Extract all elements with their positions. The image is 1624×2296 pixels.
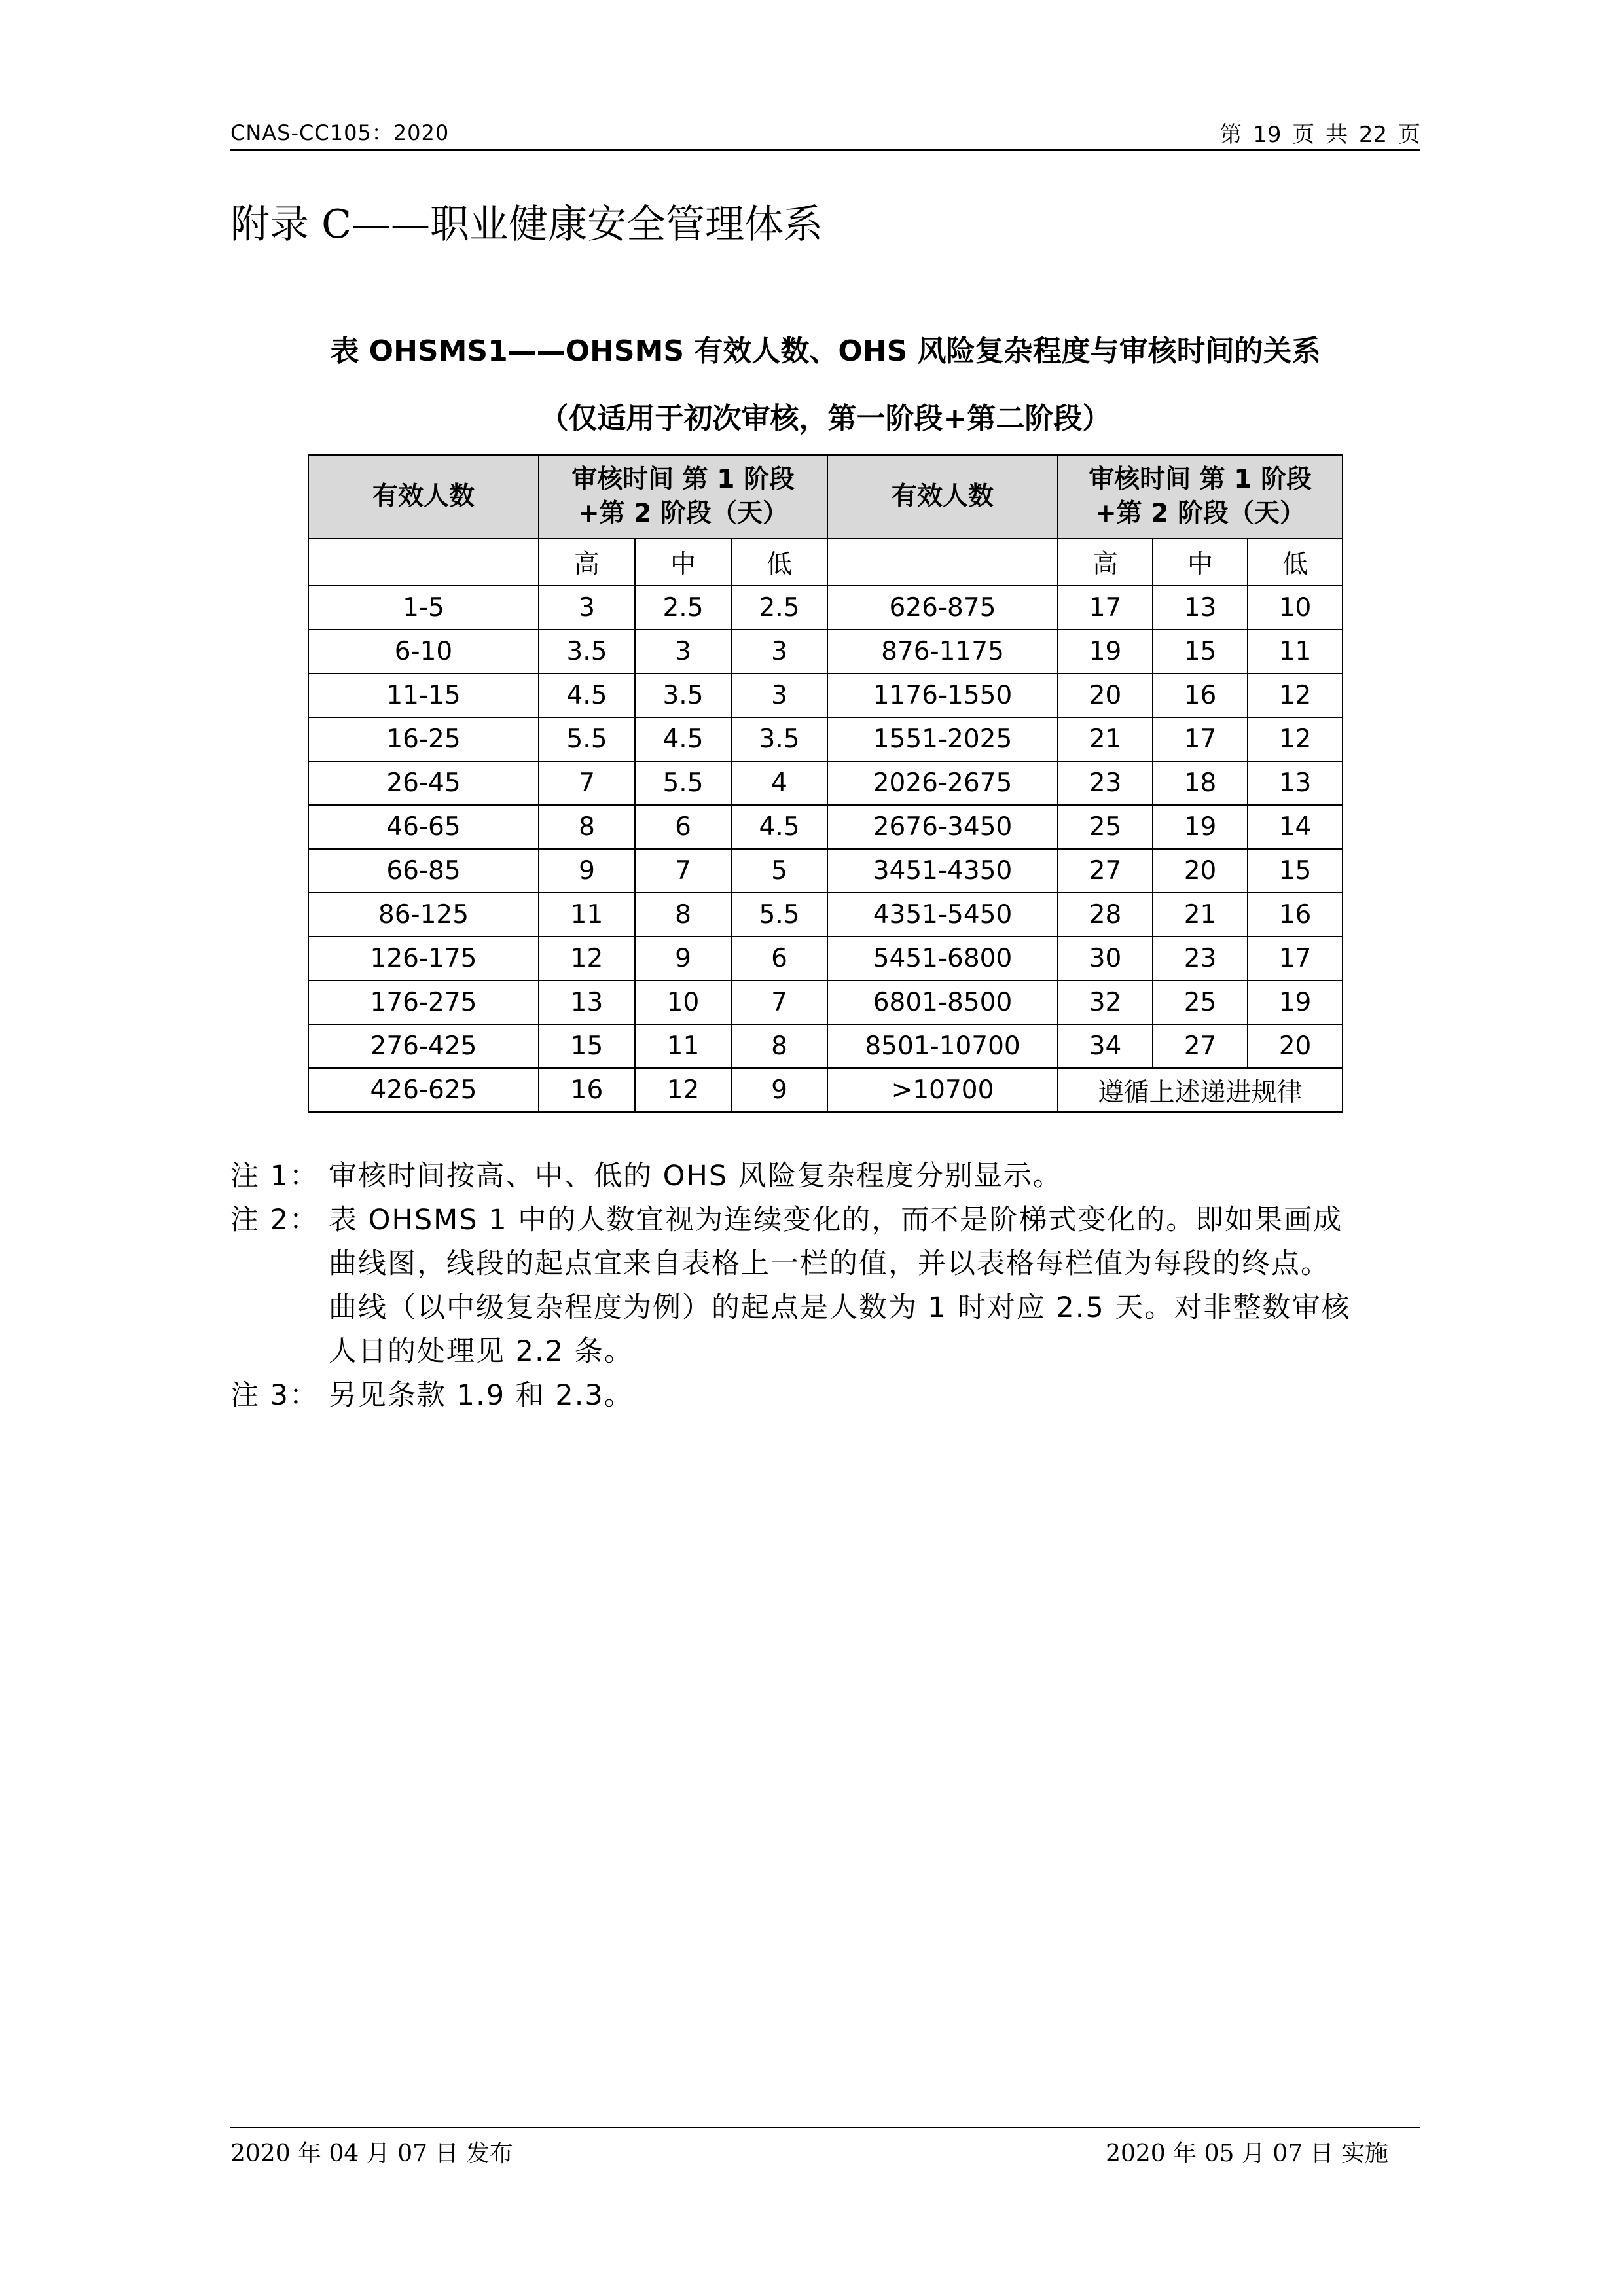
- level-high-2: 高: [1058, 539, 1153, 586]
- mid-cell: 2.5: [635, 586, 731, 630]
- header-audit-time-line2: +第 2 阶段（天）: [578, 499, 788, 528]
- people-cell-2: 2676-3450: [827, 805, 1058, 849]
- high-cell-2: 17: [1058, 586, 1153, 630]
- note-text: [329, 1155, 1420, 1198]
- note-line: 表 OHSMS 1 中的人数宜视为连续变化的，而不是阶梯式变化的。即如果画成: [329, 1204, 1343, 1236]
- high-cell-2: 19: [1058, 630, 1153, 673]
- note-line: 另见条款 1.9 和 2.3。: [329, 1379, 634, 1412]
- people-cell: 86-125: [308, 893, 539, 937]
- people-cell: 1-5: [308, 586, 539, 630]
- blank-cell: [308, 539, 539, 586]
- mid-cell-2: 21: [1153, 893, 1248, 937]
- low-cell: 5.5: [731, 893, 827, 937]
- high-cell: 15: [539, 1024, 635, 1068]
- table-row: [308, 805, 1343, 849]
- level-low: 低: [731, 539, 827, 586]
- high-cell-2: 27: [1058, 849, 1153, 893]
- people-cell: 126-175: [308, 937, 539, 980]
- table-row: [308, 673, 1343, 717]
- people-cell-2: 1176-1550: [827, 673, 1058, 717]
- low-cell: 5: [731, 849, 827, 893]
- people-cell-2: 5451-6800: [827, 937, 1058, 980]
- people-cell-2: 4351-5450: [827, 893, 1058, 937]
- low-cell-2: 12: [1248, 717, 1343, 761]
- people-cell: 66-85: [308, 849, 539, 893]
- people-cell-2: 8501-10700: [827, 1024, 1058, 1068]
- mid-cell: 9: [635, 937, 731, 980]
- table-subtitle: （仅适用于初次审核，第一阶段+第二阶段）: [539, 402, 1111, 435]
- mid-cell: 4.5: [635, 717, 731, 761]
- doc-code: CNAS-CC105：2020: [230, 120, 450, 145]
- people-cell-2: 876-1175: [827, 630, 1058, 673]
- people-cell-2: 3451-4350: [827, 849, 1058, 893]
- table-row: [308, 1068, 1343, 1112]
- table-row: [308, 849, 1343, 893]
- table-row: [308, 586, 1343, 630]
- high-cell-2: 30: [1058, 937, 1153, 980]
- high-cell-2: 28: [1058, 893, 1153, 937]
- mid-cell: 12: [635, 1068, 731, 1112]
- high-cell: 3.5: [539, 630, 635, 673]
- high-cell-2: 20: [1058, 673, 1153, 717]
- header-audit-time-line1: 审核时间 第 1 阶段: [571, 465, 795, 494]
- table-row: [308, 761, 1343, 805]
- note-item: [230, 1155, 1420, 1198]
- table-row: [308, 893, 1343, 937]
- high-cell-2: 25: [1058, 805, 1153, 849]
- table-row: [308, 937, 1343, 980]
- issue-date: 2020 年 04 月 07 日 发布: [230, 2140, 513, 2167]
- mid-cell-2: 23: [1153, 937, 1248, 980]
- table-row: [308, 980, 1343, 1024]
- high-cell: 13: [539, 980, 635, 1024]
- note-label: 注 2：: [230, 1204, 319, 1236]
- header-people-2: 有效人数: [827, 455, 1058, 539]
- people-cell-2: >10700: [827, 1068, 1058, 1112]
- low-cell-2: 16: [1248, 893, 1343, 937]
- mid-cell-2: 17: [1153, 717, 1248, 761]
- mid-cell: 10: [635, 980, 731, 1024]
- level-low-2: 低: [1248, 539, 1343, 586]
- low-cell-2: 20: [1248, 1024, 1343, 1068]
- high-cell: 9: [539, 849, 635, 893]
- table-row: [308, 630, 1343, 673]
- high-cell: 3: [539, 586, 635, 630]
- people-cell: 276-425: [308, 1024, 539, 1068]
- low-cell: 6: [731, 937, 827, 980]
- low-cell: 3: [731, 630, 827, 673]
- low-cell: 8: [731, 1024, 827, 1068]
- high-cell-2: 34: [1058, 1024, 1153, 1068]
- high-cell: 8: [539, 805, 635, 849]
- people-cell: 6-10: [308, 630, 539, 673]
- people-cell: 26-45: [308, 761, 539, 805]
- people-cell-2: 6801-8500: [827, 980, 1058, 1024]
- level-high: 高: [539, 539, 635, 586]
- note-label: 注 3：: [230, 1379, 319, 1412]
- low-cell: 2.5: [731, 586, 827, 630]
- low-cell-2: 10: [1248, 586, 1343, 630]
- low-cell: 3.5: [731, 717, 827, 761]
- low-cell-2: 17: [1248, 937, 1343, 980]
- people-cell: 426-625: [308, 1068, 539, 1112]
- level-mid: 中: [635, 539, 731, 586]
- header-audit-time-2-line2: +第 2 阶段（天）: [1095, 499, 1306, 528]
- blank-cell: [827, 539, 1058, 586]
- note-text: [329, 1374, 1420, 1418]
- table-title: 表 OHSMS1——OHSMS 有效人数、OHS 风险复杂程度与审核时间的关系: [330, 334, 1321, 368]
- header-audit-time: [539, 455, 827, 539]
- notes-section: [230, 1155, 1420, 1418]
- complexity-level-row: [308, 539, 1343, 586]
- note-line: 曲线图，线段的起点宜来自表格上一栏的值，并以表格每栏值为每段的终点。: [329, 1247, 1330, 1280]
- audit-time-table: [308, 454, 1343, 1113]
- mid-cell-2: 20: [1153, 849, 1248, 893]
- high-cell-2: 32: [1058, 980, 1153, 1024]
- header-audit-time-2: [1058, 455, 1343, 539]
- high-cell: 5.5: [539, 717, 635, 761]
- level-mid-2: 中: [1153, 539, 1248, 586]
- low-cell: 7: [731, 980, 827, 1024]
- mid-cell-2: 16: [1153, 673, 1248, 717]
- mid-cell-2: 15: [1153, 630, 1248, 673]
- mid-cell-2: 18: [1153, 761, 1248, 805]
- high-cell-2: 21: [1058, 717, 1153, 761]
- page-info: 第 19 页 共 22 页: [1219, 122, 1420, 148]
- note-item: [230, 1374, 1420, 1418]
- note-line: 审核时间按高、中、低的 OHS 风险复杂程度分别显示。: [329, 1160, 1062, 1193]
- low-cell-2: 19: [1248, 980, 1343, 1024]
- mid-cell-2: 27: [1153, 1024, 1248, 1068]
- low-cell-2: 14: [1248, 805, 1343, 849]
- people-cell: 11-15: [308, 673, 539, 717]
- mid-cell-2: 19: [1153, 805, 1248, 849]
- mid-cell: 3.5: [635, 673, 731, 717]
- people-cell: 46-65: [308, 805, 539, 849]
- note-item: [230, 1198, 1420, 1374]
- low-cell: 4: [731, 761, 827, 805]
- mid-cell: 5.5: [635, 761, 731, 805]
- table-header-row: [308, 455, 1343, 539]
- low-cell-2: 15: [1248, 849, 1343, 893]
- header-people: 有效人数: [308, 455, 539, 539]
- annex-title: 附录 C——职业健康安全管理体系: [230, 202, 823, 247]
- header-audit-time-2-line1: 审核时间 第 1 阶段: [1089, 465, 1312, 494]
- effective-date: 2020 年 05 月 07 日 实施: [1106, 2140, 1388, 2167]
- table-row: [308, 1024, 1343, 1068]
- mid-cell: 6: [635, 805, 731, 849]
- people-cell: 16-25: [308, 717, 539, 761]
- footer-rule: [230, 2127, 1420, 2128]
- high-cell: 12: [539, 937, 635, 980]
- note-label: 注 1：: [230, 1160, 319, 1193]
- high-cell: 4.5: [539, 673, 635, 717]
- header-rule: [230, 149, 1420, 151]
- mid-cell: 3: [635, 630, 731, 673]
- people-cell-2: 626-875: [827, 586, 1058, 630]
- mid-cell: 7: [635, 849, 731, 893]
- high-cell: 7: [539, 761, 635, 805]
- note-text: [329, 1198, 1420, 1374]
- high-cell: 16: [539, 1068, 635, 1112]
- merged-note-cell: 遵循上述递进规律: [1058, 1068, 1343, 1112]
- low-cell-2: 12: [1248, 673, 1343, 717]
- mid-cell: 11: [635, 1024, 731, 1068]
- high-cell-2: 23: [1058, 761, 1153, 805]
- people-cell-2: 1551-2025: [827, 717, 1058, 761]
- low-cell: 3: [731, 673, 827, 717]
- mid-cell: 8: [635, 893, 731, 937]
- low-cell-2: 13: [1248, 761, 1343, 805]
- mid-cell-2: 25: [1153, 980, 1248, 1024]
- note-line: 曲线（以中级复杂程度为例）的起点是人数为 1 时对应 2.5 天。对非整数审核: [329, 1291, 1351, 1324]
- mid-cell-2: 13: [1153, 586, 1248, 630]
- people-cell-2: 2026-2675: [827, 761, 1058, 805]
- low-cell: 9: [731, 1068, 827, 1112]
- table-row: [308, 717, 1343, 761]
- low-cell: 4.5: [731, 805, 827, 849]
- people-cell: 176-275: [308, 980, 539, 1024]
- low-cell-2: 11: [1248, 630, 1343, 673]
- note-line: 人日的处理见 2.2 条。: [329, 1335, 634, 1368]
- high-cell: 11: [539, 893, 635, 937]
